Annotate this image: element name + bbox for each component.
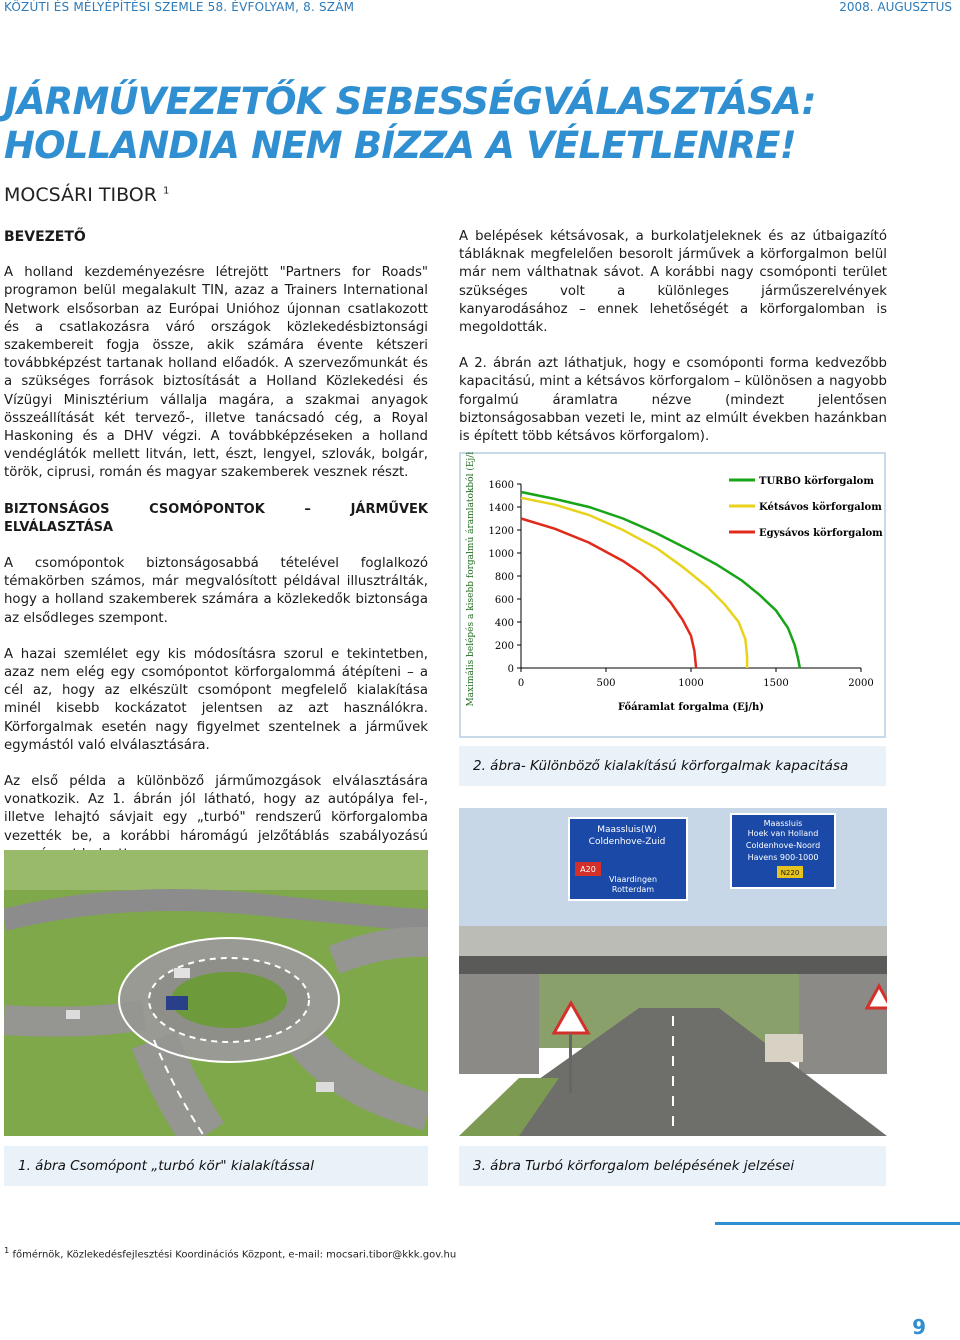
x-tick-label: 500 xyxy=(596,678,616,689)
issue-date: 2008. AUGUSZTUS xyxy=(839,0,952,14)
y-tick-label: 1000 xyxy=(488,549,514,560)
x-axis-label: Főáramlat forgalma (Ej/h) xyxy=(617,702,765,713)
footnote-text: főmérnök, Közlekedésfejlesztési Koordinációs Központ, e-mail: mocsari.tibor@kkk.gov.hu xyxy=(12,1249,457,1261)
left-column xyxy=(4,228,428,882)
figure-3-photo xyxy=(459,808,887,1136)
sign-left-line4: Rotterdam xyxy=(611,885,655,894)
figure-3-caption xyxy=(459,1146,886,1186)
figure-2-chart xyxy=(459,452,886,738)
turbo-roundabout-signs-image xyxy=(459,808,887,1136)
figure-1-photo xyxy=(4,850,428,1136)
heading-intro: BEVEZETŐ xyxy=(4,229,86,245)
journal-header: KÖZÚTI ÉS MÉLYÉPÍTÉSI SZEMLE 58. ÉVFOLYAM, 8. SZÁM xyxy=(4,0,355,14)
y-axis-label: Maximális belépés a kisebb forgalmú áramlatokból (Ej/h) xyxy=(466,452,476,707)
author-footnote-mark: 1 xyxy=(162,185,170,197)
y-tick-label: 0 xyxy=(507,664,514,675)
x-tick-label: 1500 xyxy=(763,678,789,689)
y-tick-label: 1600 xyxy=(488,480,514,491)
article-title xyxy=(4,80,944,168)
sign-right-line3: Coldenhove-Noord xyxy=(745,841,821,850)
sign-left-line3: Vlaardingen xyxy=(608,875,658,884)
sign-left-road: A20 xyxy=(580,865,596,874)
right-column xyxy=(459,228,887,464)
author-name: MOCSÁRI TIBOR xyxy=(4,184,157,206)
footnote xyxy=(4,1245,456,1260)
y-tick-label: 600 xyxy=(494,595,514,606)
figure-2-caption xyxy=(459,746,886,786)
sign-left-line2: Coldenhove-Zuid xyxy=(588,837,666,847)
footnote-rule xyxy=(715,1222,960,1225)
x-tick-label: 1000 xyxy=(678,678,704,689)
y-tick-label: 800 xyxy=(494,572,514,583)
legend-label: TURBO körforgalom xyxy=(759,476,874,487)
page-number: 9 xyxy=(912,1315,926,1339)
chart-background xyxy=(461,454,884,736)
sign-left-line1: Maassluis(W) xyxy=(597,825,657,835)
y-tick-label: 1400 xyxy=(488,503,514,514)
sign-right-line5: N220 xyxy=(780,869,800,877)
heading-safe-junctions: BIZTONSÁGOS CSOMÓPONTOK – JÁRMŰVEK ELVÁLASZTÁSA xyxy=(4,501,428,535)
paragraph-junctions-2: A hazai szemlélet egy kis módosításra szorul e tekintetben, azaz nem elég egy csomópontot körforgalommá átépíteni – a cél az, hogy az elkészült csomópont megfelelő kialakítása minél kisebb kockázatot jelentsen az azt használókra. Körforgalmak esetén nagy figyelmet szentelnek a járművek egymástól való elválasztására. xyxy=(4,646,428,753)
paragraph-entries: A belépések kétsávosak, a burkolatjeleknek és az útbaigazító tábláknak megfelelően besorolt járművek a körforgalmon belül már nem válthatnak sávot. A korábbi nagy csomóponti terület szükséges volt a különleges járműszerelvények kanyarodásához – ennek lehetőségét a körforgalomban is megoldották. xyxy=(459,229,887,336)
paragraph-capacity: A 2. ábrán azt láthatjuk, hogy e csomóponti forma kedvezőbb kapacitású, mint a kétsávos körforgalom – különösen a nagyobb forgalmú áramlatra nézve (mindezt jelentősen biztonságosabban vezeti le, mint az elmúlt években hazánkban is épített több kétsávos körforgalom). xyxy=(459,356,887,445)
title-line-1: JÁRMŰVEZETŐK SEBESSÉGVÁLASZTÁSA: xyxy=(4,80,816,123)
x-tick-label: 0 xyxy=(517,678,525,689)
figure-1-caption-text: 1. ábra Csomópont „turbó kör" kialakítással xyxy=(18,1158,314,1174)
title-line-2: HOLLANDIA NEM BÍZZA A VÉLETLENRE! xyxy=(4,124,796,167)
paragraph-junctions-1: A csomópontok biztonságosabbá tételével foglalkozó témakörben számos, már megvalósított példával illusztrálták, hogy a holland szakemberek számára a közlekedők biztonsága az elsődleges szempont. xyxy=(4,556,428,626)
sign-right-line2: Hoek van Holland xyxy=(747,829,819,838)
footnote-mark: 1 xyxy=(4,1245,10,1255)
x-tick-label: 2000 xyxy=(848,678,874,689)
y-tick-label: 400 xyxy=(494,618,514,629)
legend-label: Kétsávos körforgalom xyxy=(759,502,882,513)
turbo-roundabout-aerial-image xyxy=(4,850,428,1136)
figure-2-caption-text: 2. ábra- Különböző kialakítású körforgalmak kapacitása xyxy=(473,758,849,774)
paragraph-intro: A holland kezdeményezésre létrejött "Partners for Roads" programon belül megalakult TIN, azaz a Trainers International Network elsősorban az Európai Unióhoz újonnan csatlakozott és a csatlakozásra váró országok közlekedésbiztonsági szakembereit fogja össze, akik számára évente kétszeri továbbképzést tartanak holland előadók. A szervezőmunkát és a szükséges források biztosítását a Holland Közlekedési és Vízügyi Minisztérium vállalja magára, a szakmai anyagok összeállítását két tervező-, illetve tanácsadó cég, a Royal Haskoning és a DHV végzi. A továbbképzéseken a holland vendéglátók mellett litván, lett, észt, lengyel, szlovák, bolgár, török, ciprusi, román és magyar szakemberek vesznek részt. xyxy=(4,265,428,481)
sign-right-line4: Havens 900-1000 xyxy=(747,853,819,862)
y-tick-label: 1200 xyxy=(488,526,514,537)
legend-label: Egysávos körforgalom xyxy=(759,528,883,539)
paragraph-junctions-3: Az első példa a különböző járműmozgások elválasztására vonatkozik. Az 1. ábrán jól látható, hogy az autópálya fel-, illetve lehajtó sávjait egy „turbó" rendszerű körforgalomba vezették be, a korábbi háromágú jelzőtáblás szabályozású xyxy=(4,774,428,844)
figure-3-caption-text: 3. ábra Turbó körforgalom belépésének jelzései xyxy=(473,1158,795,1174)
sign-right-line1: Maassluis xyxy=(763,819,803,828)
figure-1-caption xyxy=(4,1146,428,1186)
author xyxy=(4,184,169,206)
y-tick-label: 200 xyxy=(494,641,514,652)
capacity-chart-svg xyxy=(459,452,886,738)
